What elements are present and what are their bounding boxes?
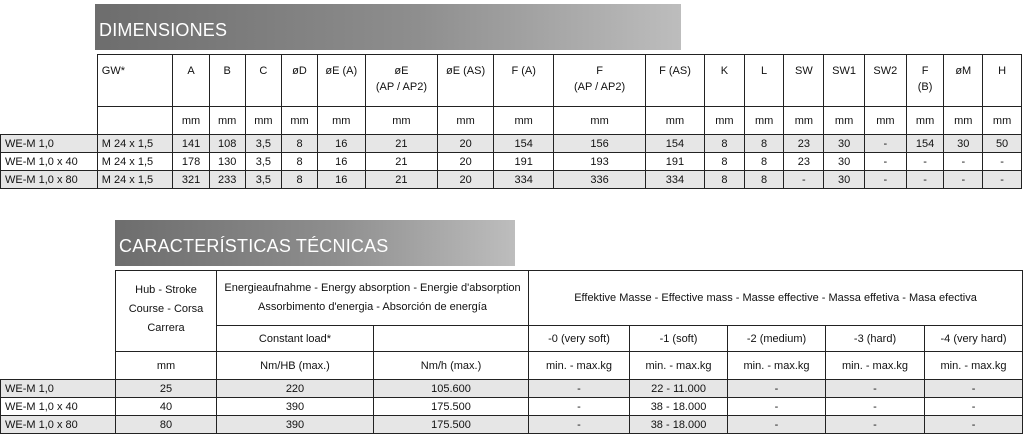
table-cell: M 24 x 1,5 (97, 135, 172, 153)
table-cell: 38 - 18.000 (630, 416, 728, 434)
stroke-header: Hub - Stroke Course - Corsa Carrera (116, 271, 217, 352)
table-cell: - (784, 171, 824, 189)
table-cell: 220 (217, 380, 374, 398)
table-cell: - (906, 171, 944, 189)
dim-unit-cell: mm (245, 107, 282, 135)
table-cell: - (983, 171, 1022, 189)
table-cell: 193 (554, 153, 646, 171)
table-cell: 154 (645, 135, 704, 153)
table-cell: 154 (494, 135, 554, 153)
table-cell: - (944, 153, 983, 171)
table-cell: 8 (744, 153, 784, 171)
table-cell: 3,5 (245, 153, 282, 171)
table-cell: 191 (645, 153, 704, 171)
table-cell: 16 (317, 171, 365, 189)
dim-unit-cell: mm (944, 107, 983, 135)
table-cell: 30 (824, 153, 865, 171)
table-cell: 38 - 18.000 (630, 398, 728, 416)
table-cell: - (925, 416, 1023, 434)
table-cell: 20 (438, 171, 494, 189)
dim-unit-cell: mm (173, 107, 210, 135)
specs-units-row (1, 352, 1023, 380)
mass-col-header: -4 (very hard) (925, 326, 1023, 352)
table-cell: 105.600 (374, 380, 529, 398)
dim-header-cell: F (AP / AP2) (554, 55, 646, 107)
table-cell: 175.500 (374, 398, 529, 416)
table-cell: - (826, 416, 925, 434)
dim-unit-cell: mm (317, 107, 365, 135)
dim-unit-cell: mm (705, 107, 745, 135)
dim-header-cell: øD (282, 55, 318, 107)
dim-unit-cell: mm (983, 107, 1022, 135)
constant-load-header: Constant load* (217, 326, 374, 352)
table-cell: 334 (645, 171, 704, 189)
table-row (1, 153, 1022, 171)
dim-unit-cell: mm (784, 107, 824, 135)
table-cell: - (925, 398, 1023, 416)
table-cell: 334 (494, 171, 554, 189)
dim-header-cell: H (983, 55, 1022, 107)
table-cell: 23 (784, 153, 824, 171)
table-row (1, 380, 1023, 398)
model-name: WE-M 1,0 x 40 (1, 398, 116, 416)
dim-unit-cell: mm (438, 107, 494, 135)
table-cell: - (728, 398, 826, 416)
table-cell: 8 (282, 135, 318, 153)
table-cell: - (864, 153, 906, 171)
table-cell: 191 (494, 153, 554, 171)
table-cell: 20 (438, 153, 494, 171)
model-name: WE-M 1,0 (1, 380, 116, 398)
table-cell: 108 (209, 135, 245, 153)
mass-col-header: -2 (medium) (728, 326, 826, 352)
table-cell: 8 (744, 135, 784, 153)
table-cell: - (826, 380, 925, 398)
dim-unit-cell (97, 107, 172, 135)
table-cell: - (529, 416, 630, 434)
table-cell: 130 (209, 153, 245, 171)
table-cell: 8 (705, 153, 745, 171)
dimensions-header-row (1, 55, 1022, 107)
table-cell: 3,5 (245, 171, 282, 189)
dim-unit-cell: mm (365, 107, 437, 135)
model-name: WE-M 1,0 (1, 135, 98, 153)
specs-table (0, 270, 1023, 434)
dim-header-cell: øE (AP / AP2) (365, 55, 437, 107)
spec-unit-cell: min. - max.kg (529, 352, 630, 380)
table-cell: 23 (784, 135, 824, 153)
dim-header-cell: SW (784, 55, 824, 107)
table-cell: 8 (705, 171, 745, 189)
table-row (1, 171, 1022, 189)
specs-title-band (115, 220, 515, 266)
dim-header-cell: SW2 (864, 55, 906, 107)
table-cell: 390 (217, 416, 374, 434)
dim-header-cell: F (AS) (645, 55, 704, 107)
dim-unit-cell: mm (282, 107, 318, 135)
specs-title: CARACTERÍSTICAS TÉCNICAS (119, 235, 389, 256)
table-cell: 178 (173, 153, 210, 171)
table-row (1, 135, 1022, 153)
dimensions-title-band (95, 4, 681, 50)
table-cell: - (529, 380, 630, 398)
table-cell: 21 (365, 135, 437, 153)
table-cell: - (529, 398, 630, 416)
table-cell: 40 (116, 398, 217, 416)
dim-unit-cell: mm (906, 107, 944, 135)
table-cell: - (944, 171, 983, 189)
empty-header-cell (374, 326, 529, 352)
dim-header-cell: øE (AS) (438, 55, 494, 107)
table-cell: - (983, 153, 1022, 171)
table-cell: 21 (365, 153, 437, 171)
table-cell: 30 (824, 171, 865, 189)
energy-header: Energieaufnahme - Energy absorption - Energie d'absorption Assorbimento d'energia - Absorción de energía (217, 271, 529, 326)
dimensions-units-row (1, 107, 1022, 135)
dim-unit-cell: mm (209, 107, 245, 135)
dim-unit-cell: mm (554, 107, 646, 135)
table-cell: 80 (116, 416, 217, 434)
table-cell: - (728, 416, 826, 434)
table-cell: 8 (282, 171, 318, 189)
table-cell: 141 (173, 135, 210, 153)
table-cell: 16 (317, 135, 365, 153)
table-cell: 30 (944, 135, 983, 153)
table-cell: - (728, 380, 826, 398)
model-name: WE-M 1,0 x 40 (1, 153, 98, 171)
table-cell: M 24 x 1,5 (97, 153, 172, 171)
table-cell: 156 (554, 135, 646, 153)
mass-col-header: -1 (soft) (630, 326, 728, 352)
table-cell: - (864, 171, 906, 189)
table-cell: 8 (744, 171, 784, 189)
table-row (1, 416, 1023, 434)
spec-unit-cell: mm (116, 352, 217, 380)
dimensions-title: DIMENSIONES (99, 19, 228, 40)
dim-header-cell: øM (944, 55, 983, 107)
table-cell: 154 (906, 135, 944, 153)
table-cell: 390 (217, 398, 374, 416)
table-cell: 336 (554, 171, 646, 189)
dim-header-cell: F (A) (494, 55, 554, 107)
table-cell: 175.500 (374, 416, 529, 434)
dim-header-cell: A (173, 55, 210, 107)
dim-header-cell: K (705, 55, 745, 107)
table-cell: 233 (209, 171, 245, 189)
dim-unit-cell: mm (645, 107, 704, 135)
table-cell: 8 (705, 135, 745, 153)
table-cell: - (826, 398, 925, 416)
dim-header-cell: SW1 (824, 55, 865, 107)
table-cell: 50 (983, 135, 1022, 153)
dim-unit-cell: mm (864, 107, 906, 135)
mass-col-header: -3 (hard) (826, 326, 925, 352)
table-cell: - (864, 135, 906, 153)
table-cell: M 24 x 1,5 (97, 171, 172, 189)
dim-unit-cell: mm (744, 107, 784, 135)
dimensions-table (0, 54, 1022, 189)
dim-header-cell: C (245, 55, 282, 107)
table-cell: - (925, 380, 1023, 398)
spec-unit-cell: Nm/HB (max.) (217, 352, 374, 380)
spec-unit-cell: Nm/h (max.) (374, 352, 529, 380)
table-cell: 16 (317, 153, 365, 171)
table-cell: 20 (438, 135, 494, 153)
dim-header-cell: GW* (97, 55, 172, 107)
spec-unit-cell: min. - max.kg (925, 352, 1023, 380)
mass-header: Effektive Masse - Effective mass - Masse effective - Massa effetiva - Masa efectiva (529, 271, 1023, 326)
table-cell: - (906, 153, 944, 171)
dim-unit-cell: mm (824, 107, 865, 135)
table-cell: 3,5 (245, 135, 282, 153)
table-cell: 21 (365, 171, 437, 189)
dim-header-cell: øE (A) (317, 55, 365, 107)
spec-unit-cell: min. - max.kg (826, 352, 925, 380)
dim-header-cell: B (209, 55, 245, 107)
model-name: WE-M 1,0 x 80 (1, 171, 98, 189)
dim-unit-cell: mm (494, 107, 554, 135)
dim-header-cell: F (B) (906, 55, 944, 107)
spec-unit-cell: min. - max.kg (630, 352, 728, 380)
table-row (1, 398, 1023, 416)
spec-unit-cell: min. - max.kg (728, 352, 826, 380)
dim-header-cell: L (744, 55, 784, 107)
model-name: WE-M 1,0 x 80 (1, 416, 116, 434)
mass-col-header: -0 (very soft) (529, 326, 630, 352)
table-cell: 25 (116, 380, 217, 398)
table-cell: 22 - 11.000 (630, 380, 728, 398)
table-cell: 30 (824, 135, 865, 153)
table-cell: 321 (173, 171, 210, 189)
specs-header-row (1, 271, 1023, 326)
table-cell: 8 (282, 153, 318, 171)
